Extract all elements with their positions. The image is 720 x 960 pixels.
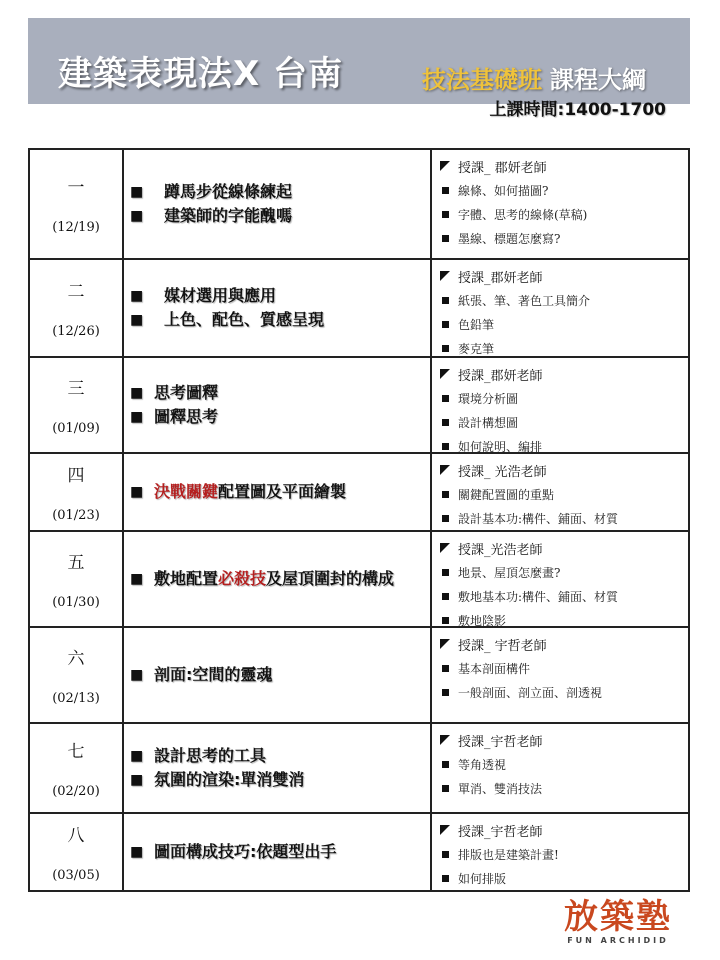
session-number: 四 [67, 466, 85, 486]
subtopic-text: 紙張、筆、著色工具簡介 [458, 293, 591, 308]
session-row [30, 814, 688, 890]
session-number: 二 [67, 282, 85, 302]
logo-text: 放築塾 [564, 897, 672, 937]
topic-text [154, 840, 336, 864]
session-date: (01/23) [52, 508, 100, 523]
subtopic-item [438, 386, 688, 410]
instructor-name: 授課_ 光浩老師 [458, 464, 547, 480]
topic-item [130, 480, 430, 504]
triangle-icon [440, 271, 450, 281]
session-cell [30, 628, 124, 722]
subtopic-text: 基本剖面構件 [458, 661, 531, 676]
details-cell [432, 454, 688, 530]
topic-text [154, 480, 346, 504]
subtopic-item [438, 842, 688, 866]
square-bullet-icon [442, 419, 449, 426]
subtopic-text: 設計基本功:構件、鋪面、材質 [458, 511, 619, 526]
topic-item [130, 405, 430, 429]
bullet-icon: ■ [130, 312, 144, 328]
subtopic-item [438, 226, 688, 250]
topic-highlight: 必殺技 [218, 569, 267, 588]
topics-cell [124, 260, 432, 356]
session-date: (02/20) [52, 784, 100, 799]
bullet-icon: ■ [130, 844, 144, 860]
topic-text [154, 768, 304, 792]
topic-item [130, 381, 430, 405]
instructor-name: 授課_宇哲老師 [458, 734, 543, 750]
subtopic-item [438, 752, 688, 776]
bullet-icon: ■ [130, 208, 144, 224]
subtopic-item [438, 560, 688, 584]
session-cell [30, 454, 124, 530]
session-number: 八 [67, 826, 85, 846]
details-cell [432, 532, 688, 626]
course-subtitle [422, 60, 646, 95]
topic-segment: 及屋頂圍封的構成 [266, 569, 395, 588]
topic-segment: 蹲馬步從線條練起 [164, 182, 293, 201]
topic-text [154, 381, 218, 405]
square-bullet-icon [442, 491, 449, 498]
page-title: 建築表現法X 台南 [58, 54, 344, 94]
session-date: (12/19) [52, 220, 100, 235]
session-cell [30, 260, 124, 356]
instructor-line [438, 458, 688, 482]
subtopic-item [438, 410, 688, 434]
syllabus-table [28, 148, 690, 892]
session-date: (01/09) [52, 421, 100, 436]
subtopic-text: 敷地陰影 [458, 613, 507, 628]
session-date: (12/26) [52, 324, 100, 339]
topics-cell [124, 814, 432, 890]
instructor-line [438, 536, 688, 560]
subtopic-text: 如何排版 [458, 871, 507, 886]
topic-item [130, 180, 430, 204]
session-number: 五 [67, 553, 85, 573]
class-time: 上課時間:1400-1700 [489, 100, 666, 120]
subtopic-text: 敷地基本功:構件、鋪面、材質 [458, 589, 619, 604]
session-cell [30, 150, 124, 258]
bullet-icon: ■ [130, 184, 144, 200]
subtopic-text: 關鍵配置圖的重點 [458, 487, 555, 502]
subtopic-item [438, 312, 688, 336]
topics-cell [124, 724, 432, 812]
subtopic-item [438, 336, 688, 360]
instructor-name: 授課_宇哲老師 [458, 824, 543, 840]
square-bullet-icon [442, 443, 449, 450]
bullet-icon: ■ [130, 772, 144, 788]
topics-cell [124, 532, 432, 626]
topic-text [154, 663, 272, 687]
topic-item [130, 308, 430, 332]
topic-item [130, 768, 430, 792]
session-row [30, 454, 688, 532]
details-cell [432, 724, 688, 812]
topic-item [130, 840, 430, 864]
triangle-icon [440, 161, 450, 171]
instructor-name: 授課_郡妍老師 [458, 368, 543, 384]
session-date: (02/13) [52, 691, 100, 706]
square-bullet-icon [442, 761, 449, 768]
square-bullet-icon [442, 515, 449, 522]
subtopic-item [438, 178, 688, 202]
bullet-icon: ■ [130, 385, 144, 401]
square-bullet-icon [442, 785, 449, 792]
topic-segment: 剖面:空間的靈魂 [154, 665, 273, 684]
session-number: 七 [67, 742, 85, 762]
topic-segment: 建築師的字能醜嗎 [164, 206, 293, 225]
topic-text [164, 180, 292, 204]
subtopic-text: 環境分析圖 [458, 391, 519, 406]
subtopic-text: 麥克筆 [458, 341, 495, 356]
triangle-icon [440, 735, 450, 745]
topic-text [164, 204, 292, 228]
instructor-name: 授課_ 宇哲老師 [458, 638, 547, 654]
topic-segment: 配置圖及平面繪製 [218, 482, 347, 501]
course-level: 技法基礎班 [422, 66, 542, 94]
bullet-icon: ■ [130, 288, 144, 304]
details-cell [432, 628, 688, 722]
triangle-icon [440, 465, 450, 475]
session-cell [30, 814, 124, 890]
topic-text [164, 284, 276, 308]
details-cell [432, 358, 688, 452]
session-cell [30, 724, 124, 812]
triangle-icon [440, 639, 450, 649]
topic-item [130, 663, 430, 687]
topics-cell [124, 628, 432, 722]
topic-segment: 思考圖釋 [154, 383, 219, 402]
subtopic-text: 排版也是建築計畫! [458, 847, 559, 862]
topic-segment: 上色、配色、質感呈現 [164, 310, 325, 329]
square-bullet-icon [442, 345, 449, 352]
square-bullet-icon [442, 875, 449, 882]
session-row [30, 260, 688, 358]
instructor-line [438, 362, 688, 386]
topic-text [154, 567, 394, 591]
square-bullet-icon [442, 235, 449, 242]
topics-cell [124, 150, 432, 258]
session-cell [30, 358, 124, 452]
topics-cell [124, 454, 432, 530]
topic-segment: 圖面構成技巧:依題型出手 [154, 842, 337, 861]
session-row [30, 628, 688, 724]
instructor-line [438, 154, 688, 178]
subtopic-text: 一般剖面、剖立面、剖透視 [458, 685, 603, 700]
topics-cell [124, 358, 432, 452]
details-cell [432, 814, 688, 890]
square-bullet-icon [442, 569, 449, 576]
square-bullet-icon [442, 665, 449, 672]
square-bullet-icon [442, 187, 449, 194]
instructor-name: 授課_光浩老師 [458, 542, 543, 558]
subtopic-item [438, 680, 688, 704]
subtopic-text: 等角透視 [458, 757, 507, 772]
subtopic-text: 線條、如何描圖? [458, 183, 549, 198]
topic-item [130, 204, 430, 228]
subtopic-item [438, 482, 688, 506]
instructor-name: 授課_ 郡妍老師 [458, 160, 547, 176]
square-bullet-icon [442, 321, 449, 328]
topic-text [164, 308, 324, 332]
subtopic-text: 字體、思考的線條(草稿) [458, 207, 588, 222]
subtopic-item [438, 776, 688, 800]
subtopic-item [438, 202, 688, 226]
square-bullet-icon [442, 297, 449, 304]
instructor-line [438, 728, 688, 752]
subtopic-item [438, 506, 688, 530]
session-number: 一 [67, 178, 85, 198]
subtopic-text: 色鉛筆 [458, 317, 495, 332]
subtopic-item [438, 584, 688, 608]
topic-segment: 設計思考的工具 [154, 746, 267, 765]
bullet-icon: ■ [130, 667, 144, 683]
instructor-name: 授課_郡妍老師 [458, 270, 543, 286]
session-row [30, 358, 688, 454]
syllabus-label: 課程大綱 [550, 66, 646, 94]
square-bullet-icon [442, 851, 449, 858]
square-bullet-icon [442, 689, 449, 696]
topic-segment: 氛圍的渲染:單消雙消 [154, 770, 305, 789]
bullet-icon: ■ [130, 748, 144, 764]
topic-text [154, 744, 266, 768]
session-date: (03/05) [52, 868, 100, 883]
square-bullet-icon [442, 617, 449, 624]
square-bullet-icon [442, 211, 449, 218]
session-cell [30, 532, 124, 626]
square-bullet-icon [442, 395, 449, 402]
topic-item [130, 744, 430, 768]
session-date: (01/30) [52, 595, 100, 610]
topic-item [130, 567, 430, 591]
details-cell [432, 150, 688, 258]
triangle-icon [440, 543, 450, 553]
topic-segment: 圖釋思考 [154, 407, 219, 426]
session-number: 三 [67, 379, 85, 399]
subtopic-text: 如何說明、編排 [458, 439, 543, 454]
topic-highlight: 決戰關鍵 [154, 482, 219, 501]
subtopic-text: 設計構想圖 [458, 415, 519, 430]
session-row [30, 724, 688, 814]
topic-segment: 敷地配置 [154, 569, 219, 588]
topic-segment: 媒材選用與應用 [164, 286, 277, 305]
bullet-icon: ■ [130, 484, 144, 500]
subtopic-text: 單消、雙消技法 [458, 781, 543, 796]
triangle-icon [440, 825, 450, 835]
subtopic-item [438, 288, 688, 312]
instructor-line [438, 264, 688, 288]
instructor-line [438, 818, 688, 842]
subtopic-item [438, 656, 688, 680]
brand-logo [564, 898, 672, 945]
subtopic-item [438, 866, 688, 890]
bullet-icon: ■ [130, 571, 144, 587]
session-number: 六 [67, 649, 85, 669]
session-row [30, 150, 688, 260]
topic-item [130, 284, 430, 308]
details-cell [432, 260, 688, 356]
logo-subtext: FUN ARCHIDID [567, 936, 669, 945]
instructor-line [438, 632, 688, 656]
session-row [30, 532, 688, 628]
triangle-icon [440, 369, 450, 379]
square-bullet-icon [442, 593, 449, 600]
topic-text [154, 405, 218, 429]
subtopic-text: 地景、屋頂怎麼畫? [458, 565, 561, 580]
subtopic-text: 墨線、標題怎麼寫? [458, 231, 561, 246]
bullet-icon: ■ [130, 409, 144, 425]
